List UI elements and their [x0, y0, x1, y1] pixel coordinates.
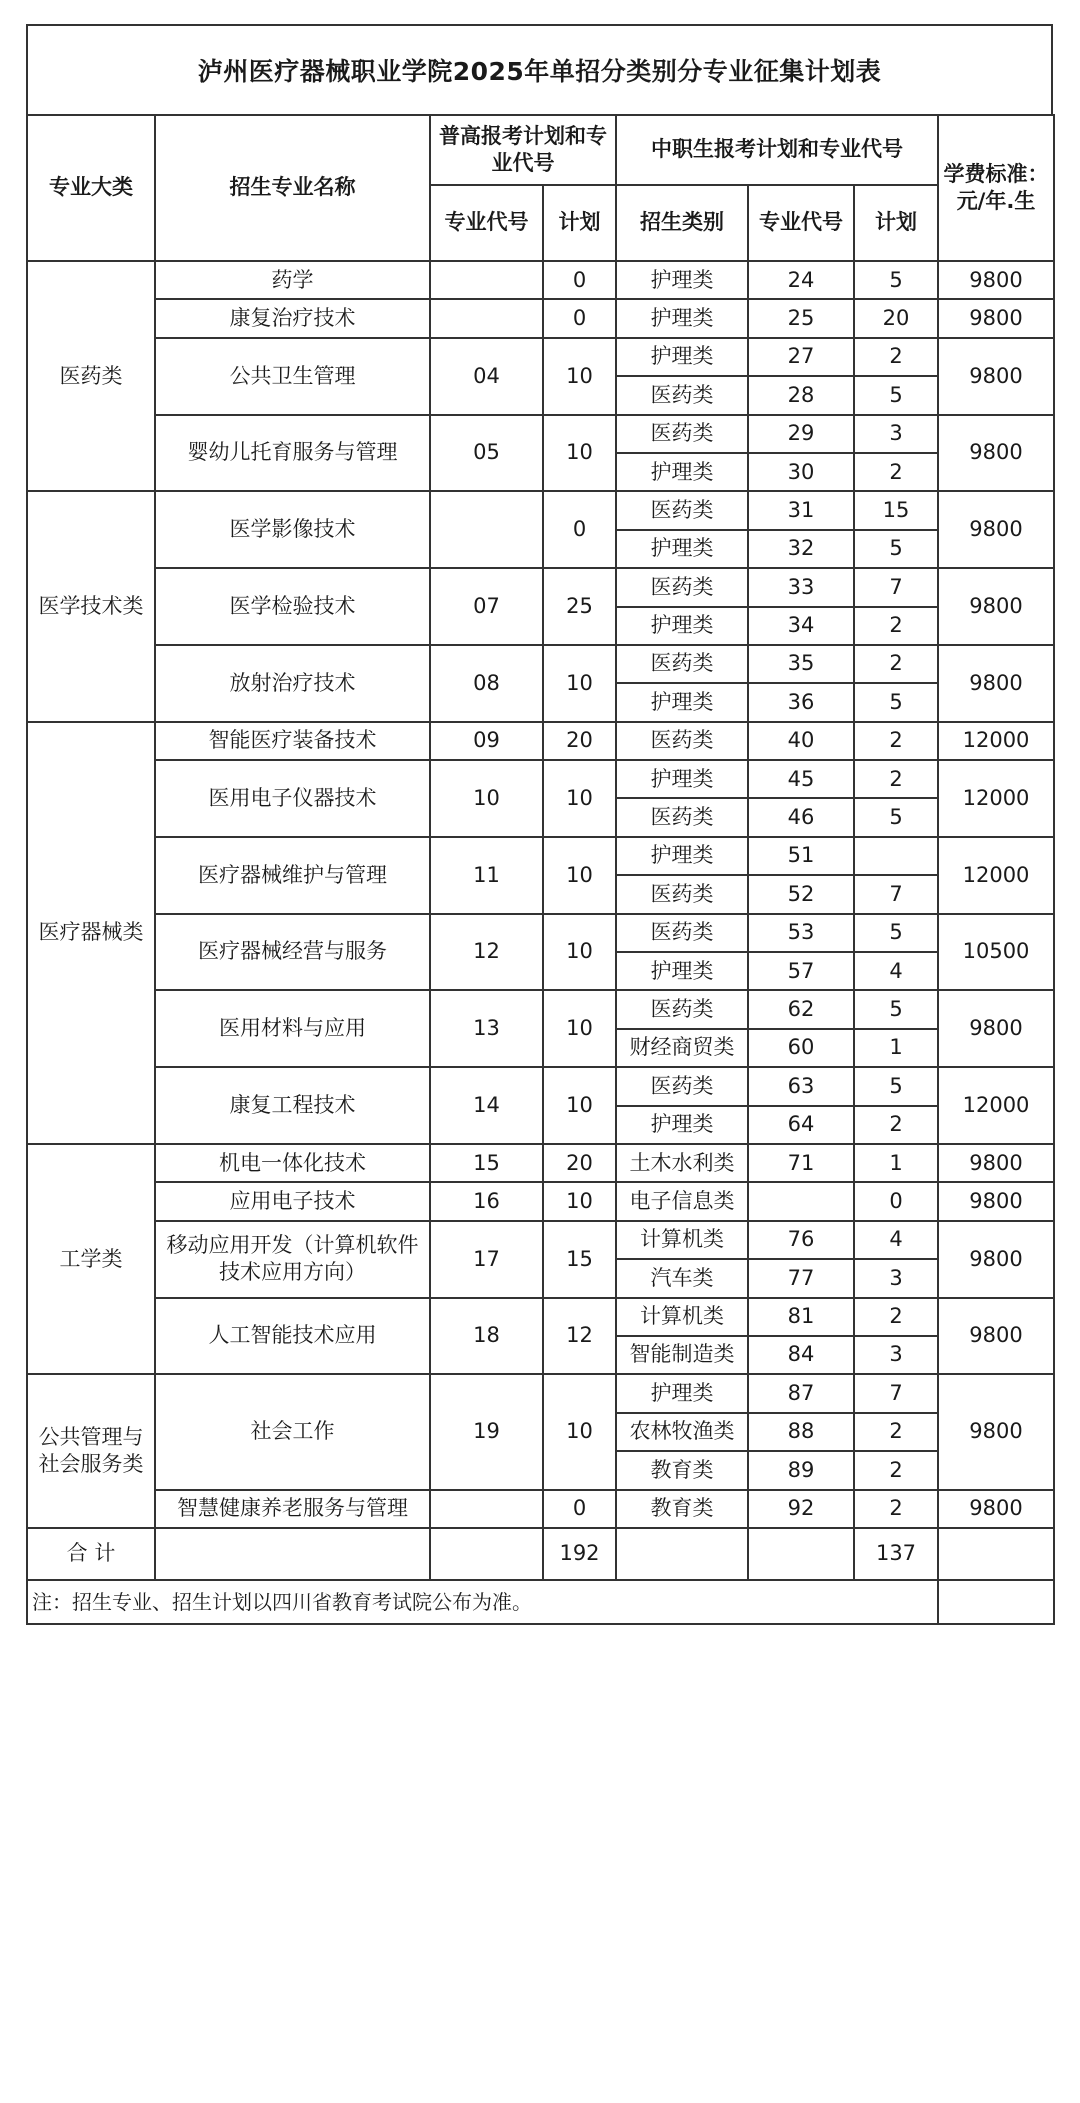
general-plan: 10 [543, 1067, 616, 1144]
voc-plan: 1 [854, 1029, 938, 1067]
major-name: 医疗器械维护与管理 [155, 837, 430, 914]
voc-code: 62 [748, 990, 854, 1028]
table-row [27, 645, 1054, 683]
voc-type: 医药类 [616, 376, 748, 414]
general-code: 11 [430, 837, 543, 914]
major-name: 智慧健康养老服务与管理 [155, 1490, 430, 1528]
voc-code: 32 [748, 530, 854, 568]
tuition-fee: 12000 [938, 837, 1054, 914]
tuition-fee: 12000 [938, 722, 1054, 760]
voc-plan: 1 [854, 1144, 938, 1182]
header-vocational-group: 中职生报考计划和专业代号 [616, 115, 938, 185]
table-row [27, 415, 1054, 453]
header-major: 招生专业名称 [155, 115, 430, 261]
voc-code: 52 [748, 875, 854, 913]
total-empty-fee [938, 1528, 1054, 1580]
table-title: 泸州医疗器械职业学院2025年单招分类别分专业征集计划表 [26, 24, 1053, 114]
header-general-group: 普高报考计划和专业代号 [430, 115, 616, 185]
voc-code: 76 [748, 1221, 854, 1259]
general-plan: 10 [543, 645, 616, 722]
header-category: 专业大类 [27, 115, 155, 261]
table-row [27, 837, 1054, 875]
general-code: 15 [430, 1144, 543, 1182]
general-code: 17 [430, 1221, 543, 1298]
voc-code: 46 [748, 798, 854, 836]
general-code: 07 [430, 568, 543, 645]
voc-code: 53 [748, 914, 854, 952]
voc-code: 28 [748, 376, 854, 414]
major-name: 机电一体化技术 [155, 1144, 430, 1182]
general-plan: 10 [543, 990, 616, 1067]
voc-type: 智能制造类 [616, 1336, 748, 1374]
table-row [27, 299, 1054, 337]
total-empty-major [155, 1528, 430, 1580]
tuition-fee: 10500 [938, 914, 1054, 991]
general-plan: 10 [543, 1374, 616, 1489]
voc-plan: 2 [854, 1298, 938, 1336]
voc-code: 35 [748, 645, 854, 683]
category-gonggong-guanli: 公共管理与社会服务类 [27, 1374, 155, 1528]
voc-type: 医药类 [616, 875, 748, 913]
tuition-fee: 9800 [938, 1490, 1054, 1528]
voc-code: 57 [748, 952, 854, 990]
voc-type: 护理类 [616, 338, 748, 376]
general-code: 09 [430, 722, 543, 760]
voc-code: 36 [748, 683, 854, 721]
table-row [27, 1580, 1054, 1624]
table-row [27, 338, 1054, 376]
voc-type: 教育类 [616, 1451, 748, 1489]
table-row [27, 1528, 1054, 1580]
general-code [430, 1490, 543, 1528]
footnote-empty-cell [938, 1580, 1054, 1624]
voc-type: 医药类 [616, 415, 748, 453]
voc-type: 计算机类 [616, 1298, 748, 1336]
major-name: 医疗器械经营与服务 [155, 914, 430, 991]
tuition-fee: 9800 [938, 1298, 1054, 1375]
major-name: 智能医疗装备技术 [155, 722, 430, 760]
general-plan: 20 [543, 1144, 616, 1182]
header-fee: 学费标准：元/年.生 [938, 115, 1054, 261]
major-name: 公共卫生管理 [155, 338, 430, 415]
general-code: 13 [430, 990, 543, 1067]
general-code: 14 [430, 1067, 543, 1144]
voc-code: 92 [748, 1490, 854, 1528]
voc-code: 40 [748, 722, 854, 760]
voc-type: 土木水利类 [616, 1144, 748, 1182]
table-row [27, 568, 1054, 606]
voc-plan: 3 [854, 1259, 938, 1297]
voc-type: 护理类 [616, 760, 748, 798]
table-row [27, 990, 1054, 1028]
header-voc-plan: 计划 [854, 185, 938, 261]
general-code: 16 [430, 1182, 543, 1220]
major-name: 移动应用开发（计算机软件技术应用方向） [155, 1221, 430, 1298]
voc-plan: 2 [854, 1106, 938, 1144]
voc-type: 护理类 [616, 607, 748, 645]
major-name: 医用材料与应用 [155, 990, 430, 1067]
voc-type: 护理类 [616, 299, 748, 337]
voc-code: 64 [748, 1106, 854, 1144]
voc-code: 45 [748, 760, 854, 798]
general-plan: 25 [543, 568, 616, 645]
tuition-fee: 9800 [938, 1182, 1054, 1220]
total-empty-type [616, 1528, 748, 1580]
voc-plan: 5 [854, 530, 938, 568]
voc-code: 33 [748, 568, 854, 606]
tuition-fee: 9800 [938, 338, 1054, 415]
table-row [27, 1298, 1054, 1336]
table-row [27, 491, 1054, 529]
major-name: 康复工程技术 [155, 1067, 430, 1144]
table-row [27, 1144, 1054, 1182]
tuition-fee: 9800 [938, 261, 1054, 299]
voc-type: 护理类 [616, 1106, 748, 1144]
voc-plan: 2 [854, 453, 938, 491]
total-label: 合 计 [27, 1528, 155, 1580]
general-plan: 10 [543, 914, 616, 991]
voc-plan: 20 [854, 299, 938, 337]
tuition-fee: 9800 [938, 491, 1054, 568]
voc-plan: 15 [854, 491, 938, 529]
voc-code: 31 [748, 491, 854, 529]
enrollment-plan-table [26, 114, 1055, 1625]
major-name: 医学影像技术 [155, 491, 430, 568]
voc-type: 医药类 [616, 645, 748, 683]
voc-type: 护理类 [616, 453, 748, 491]
table-row [27, 1490, 1054, 1528]
voc-plan: 5 [854, 914, 938, 952]
voc-plan: 2 [854, 1490, 938, 1528]
tuition-fee: 9800 [938, 645, 1054, 722]
general-plan: 20 [543, 722, 616, 760]
voc-type: 医药类 [616, 990, 748, 1028]
voc-type: 医药类 [616, 914, 748, 952]
general-plan: 10 [543, 837, 616, 914]
voc-plan: 3 [854, 1336, 938, 1374]
voc-plan: 7 [854, 875, 938, 913]
major-name: 婴幼儿托育服务与管理 [155, 415, 430, 492]
voc-plan: 5 [854, 798, 938, 836]
voc-code: 51 [748, 837, 854, 875]
voc-type: 电子信息类 [616, 1182, 748, 1220]
total-empty-voc-code [748, 1528, 854, 1580]
general-plan: 10 [543, 1182, 616, 1220]
header-general-plan: 计划 [543, 185, 616, 261]
total-voc-plan: 137 [854, 1528, 938, 1580]
voc-plan: 2 [854, 1413, 938, 1451]
voc-type: 教育类 [616, 1490, 748, 1528]
voc-type: 医药类 [616, 722, 748, 760]
voc-type: 护理类 [616, 952, 748, 990]
general-plan: 15 [543, 1221, 616, 1298]
category-yixue-jishu: 医学技术类 [27, 491, 155, 721]
major-name: 应用电子技术 [155, 1182, 430, 1220]
table-row [27, 722, 1054, 760]
voc-code: 60 [748, 1029, 854, 1067]
voc-plan: 5 [854, 990, 938, 1028]
category-yiliao-qixie: 医疗器械类 [27, 722, 155, 1144]
general-code [430, 299, 543, 337]
voc-type: 汽车类 [616, 1259, 748, 1297]
voc-code [748, 1182, 854, 1220]
voc-plan: 2 [854, 338, 938, 376]
major-name: 社会工作 [155, 1374, 430, 1489]
voc-type: 医药类 [616, 798, 748, 836]
major-name: 医用电子仪器技术 [155, 760, 430, 837]
table-row [27, 1182, 1054, 1220]
voc-type: 财经商贸类 [616, 1029, 748, 1067]
general-plan: 0 [543, 299, 616, 337]
voc-code: 87 [748, 1374, 854, 1412]
voc-type: 医药类 [616, 568, 748, 606]
voc-plan: 2 [854, 645, 938, 683]
voc-plan: 5 [854, 683, 938, 721]
general-code: 04 [430, 338, 543, 415]
voc-plan: 5 [854, 376, 938, 414]
voc-plan: 2 [854, 760, 938, 798]
voc-code: 29 [748, 415, 854, 453]
plan-document [26, 24, 1053, 1625]
voc-plan: 5 [854, 261, 938, 299]
tuition-fee: 9800 [938, 1374, 1054, 1489]
tuition-fee: 12000 [938, 1067, 1054, 1144]
voc-type: 护理类 [616, 683, 748, 721]
table-row [27, 261, 1054, 299]
general-code: 12 [430, 914, 543, 991]
voc-code: 84 [748, 1336, 854, 1374]
general-plan: 10 [543, 760, 616, 837]
tuition-fee: 9800 [938, 1221, 1054, 1298]
voc-type: 医药类 [616, 491, 748, 529]
voc-code: 89 [748, 1451, 854, 1489]
voc-plan: 0 [854, 1182, 938, 1220]
voc-plan: 2 [854, 607, 938, 645]
voc-code: 24 [748, 261, 854, 299]
general-plan: 0 [543, 491, 616, 568]
voc-plan: 2 [854, 1451, 938, 1489]
voc-code: 34 [748, 607, 854, 645]
general-plan: 12 [543, 1298, 616, 1375]
table-row [27, 115, 1054, 185]
table-row [27, 1374, 1054, 1412]
voc-type: 护理类 [616, 261, 748, 299]
header-general-code: 专业代号 [430, 185, 543, 261]
table-row [27, 760, 1054, 798]
table-row [27, 1221, 1054, 1259]
footnote: 注：招生专业、招生计划以四川省教育考试院公布为准。 [27, 1580, 938, 1624]
major-name: 药学 [155, 261, 430, 299]
total-empty-code [430, 1528, 543, 1580]
total-general-plan: 192 [543, 1528, 616, 1580]
voc-type: 农林牧渔类 [616, 1413, 748, 1451]
general-code: 05 [430, 415, 543, 492]
tuition-fee: 9800 [938, 1144, 1054, 1182]
tuition-fee: 9800 [938, 415, 1054, 492]
major-name: 康复治疗技术 [155, 299, 430, 337]
voc-plan: 2 [854, 722, 938, 760]
voc-code: 81 [748, 1298, 854, 1336]
table-row [27, 1067, 1054, 1105]
general-code [430, 261, 543, 299]
tuition-fee: 9800 [938, 990, 1054, 1067]
general-plan: 10 [543, 338, 616, 415]
general-code [430, 491, 543, 568]
voc-code: 30 [748, 453, 854, 491]
category-gongxue: 工学类 [27, 1144, 155, 1374]
voc-code: 27 [748, 338, 854, 376]
voc-type: 护理类 [616, 837, 748, 875]
voc-plan: 7 [854, 1374, 938, 1412]
major-name: 医学检验技术 [155, 568, 430, 645]
tuition-fee: 12000 [938, 760, 1054, 837]
general-code: 08 [430, 645, 543, 722]
voc-plan: 5 [854, 1067, 938, 1105]
voc-code: 25 [748, 299, 854, 337]
major-name: 放射治疗技术 [155, 645, 430, 722]
header-voc-type: 招生类别 [616, 185, 748, 261]
voc-type: 护理类 [616, 1374, 748, 1412]
table-row [27, 914, 1054, 952]
voc-plan: 4 [854, 1221, 938, 1259]
voc-type: 医药类 [616, 1067, 748, 1105]
voc-plan: 7 [854, 568, 938, 606]
general-plan: 0 [543, 1490, 616, 1528]
voc-type: 护理类 [616, 530, 748, 568]
general-code: 10 [430, 760, 543, 837]
voc-code: 88 [748, 1413, 854, 1451]
tuition-fee: 9800 [938, 568, 1054, 645]
tuition-fee: 9800 [938, 299, 1054, 337]
voc-code: 63 [748, 1067, 854, 1105]
voc-type: 计算机类 [616, 1221, 748, 1259]
header-voc-code: 专业代号 [748, 185, 854, 261]
general-plan: 0 [543, 261, 616, 299]
voc-code: 71 [748, 1144, 854, 1182]
general-plan: 10 [543, 415, 616, 492]
voc-plan [854, 837, 938, 875]
general-code: 19 [430, 1374, 543, 1489]
voc-plan: 4 [854, 952, 938, 990]
category-yiyao: 医药类 [27, 261, 155, 491]
major-name: 人工智能技术应用 [155, 1298, 430, 1375]
voc-code: 77 [748, 1259, 854, 1297]
voc-plan: 3 [854, 415, 938, 453]
general-code: 18 [430, 1298, 543, 1375]
